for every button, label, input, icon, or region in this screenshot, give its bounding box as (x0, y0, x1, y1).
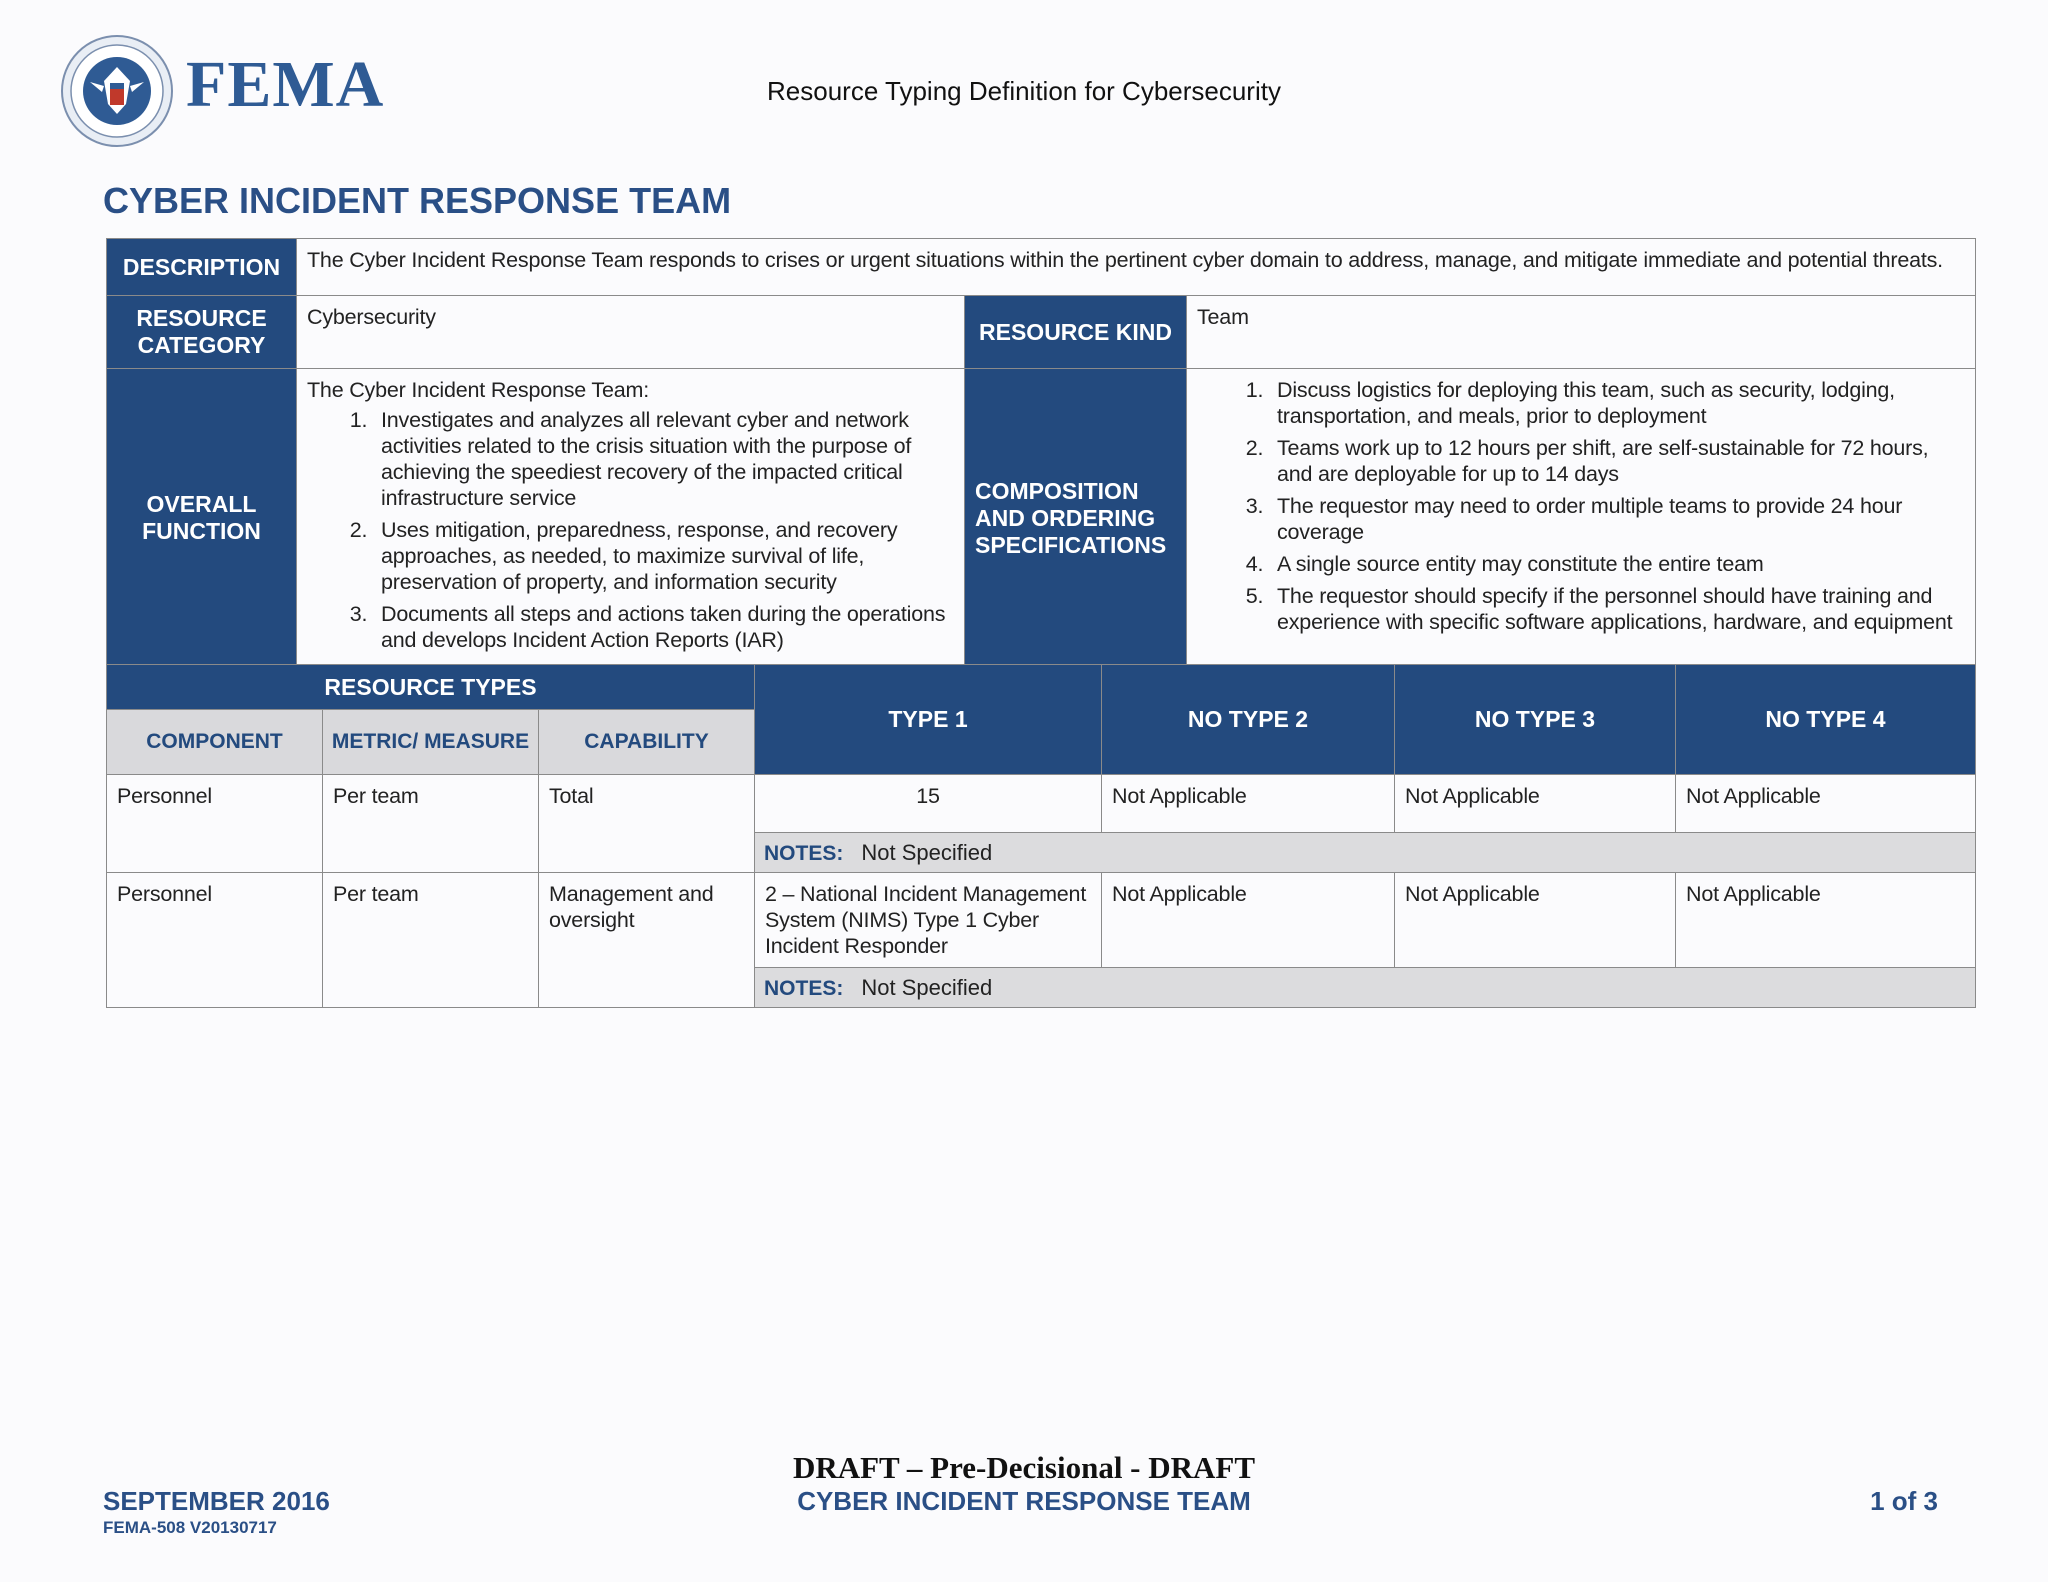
list-item: 2. Uses mitigation, preparedness, response, and recovery approaches, as needed, to maximize survival of life, preservation of property, and information security (373, 517, 954, 595)
overall-function-value (297, 369, 965, 668)
footer-form-number: FEMA-508 V20130717 (103, 1518, 277, 1537)
list-item: 3. Documents all steps and actions taken during the operations and develops Incident Action Reports (IAR) (373, 601, 954, 653)
capability-header: CAPABILITY (539, 710, 755, 775)
resource-category-value: Cybersecurity (297, 296, 965, 369)
notes-value: Not Specified (861, 839, 993, 865)
overall-function-list (307, 407, 954, 653)
table-row (107, 873, 1976, 968)
notes-label: NOTES: (764, 841, 844, 865)
notes-cell (755, 968, 1976, 1008)
list-item: 2. Teams work up to 12 hours per shift, are self-sustainable for 72 hours, and are deployable for up to 14 days (1269, 435, 1965, 487)
footer-title: CYBER INCIDENT RESPONSE TEAM (797, 1486, 1251, 1516)
component-header: COMPONENT (107, 710, 323, 775)
description-value: The Cyber Incident Response Team responds to crises or urgent situations within the pertinent cyber domain to address, manage, and mitigate immediate and potential threats. (297, 239, 1976, 296)
table-row (107, 775, 1976, 833)
resource-kind-label: RESOURCE KIND (965, 296, 1187, 369)
notes-label: NOTES: (764, 976, 844, 1000)
list-item: 1. Discuss logistics for deploying this team, such as security, lodging, transportation, and meals, prior to deployment (1269, 377, 1965, 429)
capability-cell: Management and oversight (539, 873, 755, 1008)
list-item: 5. The requestor should specify if the personnel should have training and experience with specific software applications, hardware, and equipment (1269, 583, 1965, 635)
draft-watermark-text: DRAFT – Pre-Decisional - DRAFT (792, 1450, 1256, 1485)
type-1-header: TYPE 1 (755, 665, 1102, 775)
page-number: 1 of 3 (1870, 1486, 1938, 1516)
metric-header: METRIC/ MEASURE (323, 710, 539, 775)
list-item: 4. A single source entity may constitute the entire team (1269, 551, 1965, 577)
type-2-cell: Not Applicable (1102, 873, 1395, 968)
notes-value: Not Specified (861, 974, 993, 1000)
list-item: 1. Investigates and analyzes all relevant cyber and network activities related to the crisis situation with the purpose of achieving the speediest recovery of the impacted critical infrastructure service (373, 407, 954, 511)
resource-types-table (106, 664, 1976, 1008)
type-3-cell: Not Applicable (1395, 873, 1676, 968)
component-cell: Personnel (107, 775, 323, 873)
metric-cell: Per team (323, 775, 539, 873)
document-header-title: Resource Typing Definition for Cybersecurity (767, 76, 1281, 106)
description-label: DESCRIPTION (107, 239, 297, 296)
no-type-3-header: NO TYPE 3 (1395, 665, 1676, 775)
list-item: 3. The requestor may need to order multiple teams to provide 24 hour coverage (1269, 493, 1965, 545)
type-4-cell: Not Applicable (1676, 775, 1976, 833)
overall-function-intro: The Cyber Incident Response Team: (307, 378, 649, 402)
type-4-cell: Not Applicable (1676, 873, 1976, 968)
footer-date: SEPTEMBER 2016 (103, 1486, 330, 1516)
type-2-cell: Not Applicable (1102, 775, 1395, 833)
no-type-2-header: NO TYPE 2 (1102, 665, 1395, 775)
type-3-cell: Not Applicable (1395, 775, 1676, 833)
resource-category-label: RESOURCE CATEGORY (107, 296, 297, 369)
resource-types-label: RESOURCE TYPES (107, 665, 755, 710)
overall-function-label: OVERALL FUNCTION (107, 369, 297, 668)
fema-logo-text: FEMA (186, 48, 385, 121)
composition-list (1197, 377, 1965, 635)
resource-info-table (106, 238, 1976, 668)
metric-cell: Per team (323, 873, 539, 1008)
type-1-cell: 15 (755, 775, 1102, 833)
no-type-4-header: NO TYPE 4 (1676, 665, 1976, 775)
resource-kind-value: Team (1187, 296, 1976, 369)
component-cell: Personnel (107, 873, 323, 1008)
notes-cell (755, 833, 1976, 873)
page-title: CYBER INCIDENT RESPONSE TEAM (103, 180, 732, 221)
capability-cell: Total (539, 775, 755, 873)
composition-value (1187, 369, 1976, 668)
type-1-cell: 2 – National Incident Management System (NIMS) Type 1 Cyber Incident Responder (755, 873, 1102, 968)
composition-label: COMPOSITION AND ORDERING SPECIFICATIONS (965, 369, 1187, 668)
